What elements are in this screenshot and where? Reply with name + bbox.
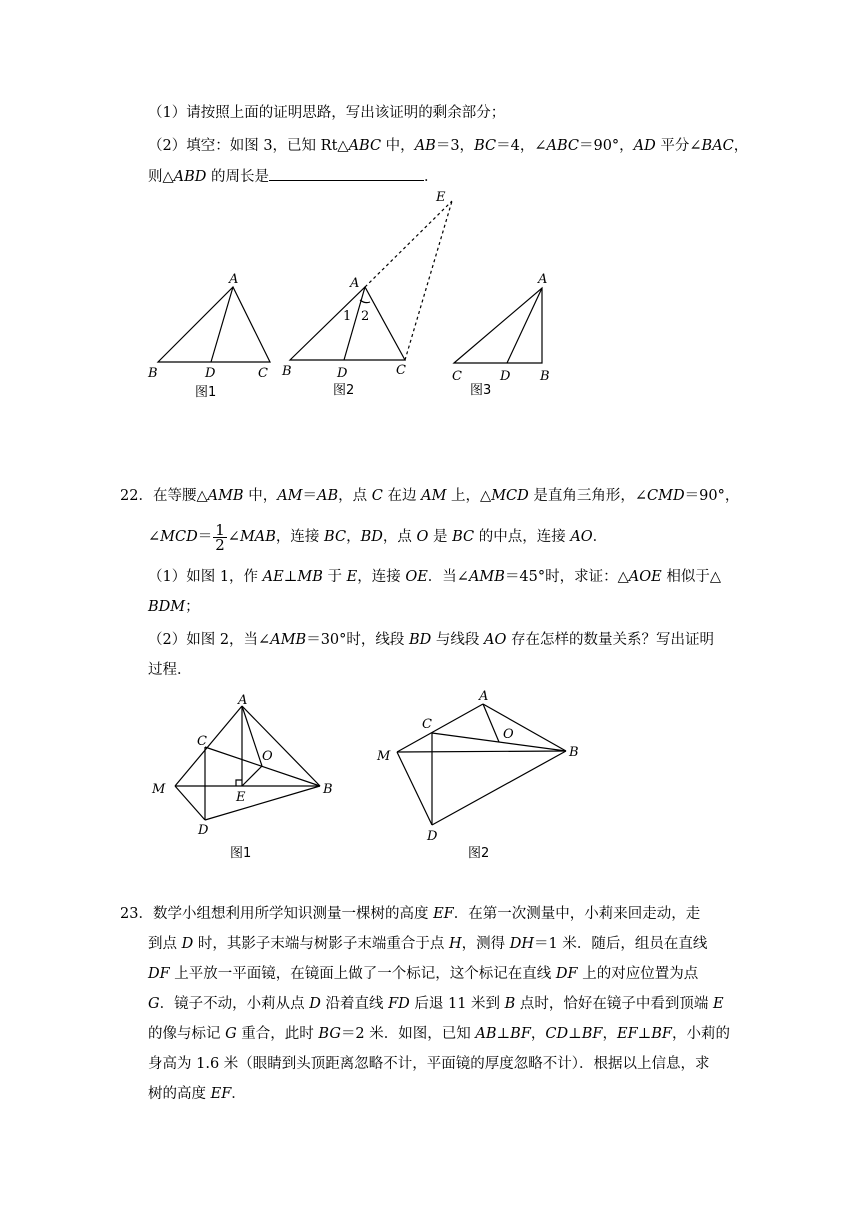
q22-line2: ∠MCD＝ $\frac{1}{2}$ ∠MAB，连接 BC，BD，点 O 是 BC 的中点，连接 AO． <box>148 520 608 554</box>
q21-fig2 <box>290 201 452 360</box>
q22-fig1-label-m: M <box>152 782 166 797</box>
q23-line4: G．镜子不动，小莉从点 D 沿着直线 FD 后退 11 米到 B 点时，恰好在镜子中看到顶端 E <box>148 996 724 1012</box>
q22-fig2-label-c: C <box>422 717 432 732</box>
q22-figures <box>0 685 860 865</box>
q23-line3: DF 上平放一平面镜，在镜面上做了一个标记，这个标记在直线 DF 上的对应位置为点 <box>148 966 699 982</box>
q22-fig1-label-b: B <box>323 782 333 797</box>
q22-fig2-caption: 图2 <box>468 846 490 861</box>
answer-blank <box>269 166 424 181</box>
q22-fig1 <box>175 706 320 820</box>
fraction-one-half: $\frac{1}{2}$ <box>215 520 225 554</box>
q22-fig1-caption: 图1 <box>230 846 252 861</box>
q22-fig1-label-o: O <box>262 749 273 764</box>
q23-line2: 到点 D 时，其影子末端与树影子末端重合于点 H，测得 DH＝1 米．随后，组员在直线 <box>148 936 708 952</box>
q21-part2-line2: 则△ABD 的周长是 ． <box>148 166 439 187</box>
q22-part2-line1: （2）如图 2，当∠AMB＝30°时，线段 BD 与线段 AO 存在怎样的数量关系？写出证明 <box>148 632 714 648</box>
q21-fig3-label-b: B <box>540 369 550 384</box>
q21-fig3-label-c: C <box>452 369 462 384</box>
q21-fig3-caption: 图3 <box>470 383 492 398</box>
q21-fig1 <box>158 287 270 362</box>
q23-line5: 的像与标记 G 重合，此时 BG＝2 米．如图，已知 AB⊥BF，CD⊥BF，EF⊥BF，小莉的 <box>148 1026 730 1042</box>
q21-fig2-angle2: 2 <box>361 309 370 324</box>
q23-line7: 树的高度 EF． <box>148 1086 246 1102</box>
q22-fig2-label-a: A <box>479 689 489 704</box>
q22-fig2-label-o: O <box>503 727 514 742</box>
q21-fig1-label-c: C <box>258 366 268 381</box>
q21-fig2-label-e: E <box>436 190 446 205</box>
q21-fig3-label-d: D <box>500 369 511 384</box>
q21-fig2-label-b: B <box>282 364 292 379</box>
q22-fig2-label-b: B <box>569 745 579 760</box>
q22-fig1-label-c: C <box>197 734 207 749</box>
q21-part1: （1）请按照上面的证明思路，写出该证明的剩余部分； <box>148 105 506 121</box>
q21-fig2-label-d: D <box>337 366 348 381</box>
q21-figures <box>0 185 860 445</box>
q22-line1: 22．在等腰△AMB 中，AM＝AB，点 C 在边 AM 上，△MCD 是直角三角形，∠CMD＝90°， <box>120 488 740 504</box>
q22-part1-line1: （1）如图 1，作 AE⊥MB 于 E，连接 OE．当∠AMB＝45°时，求证：△AOE 相似于△ <box>148 569 722 585</box>
q21-fig2-label-c: C <box>396 363 406 378</box>
q21-fig1-caption: 图1 <box>195 385 217 400</box>
q22-fig2-label-d: D <box>427 829 438 844</box>
q22-fig1-label-e: E <box>236 790 246 805</box>
q21-fig3 <box>454 288 542 363</box>
q21-fig1-label-a: A <box>229 272 239 287</box>
q21-fig2-label-a: A <box>350 276 360 291</box>
q21-fig1-label-d: D <box>205 366 216 381</box>
q22-fig1-label-a: A <box>238 693 248 708</box>
q21-fig1-label-b: B <box>148 366 158 381</box>
q22-fig1-label-d: D <box>198 823 209 838</box>
q23-line1: 23．数学小组想利用所学知识测量一棵树的高度 EF．在第一次测量中，小莉来回走动，走 <box>120 906 701 922</box>
q22-part1-line2: BDM； <box>148 599 200 615</box>
q21-fig3-label-a: A <box>538 272 548 287</box>
q21-fig2-angle1: 1 <box>343 309 352 324</box>
q22-part2-line2: 过程． <box>148 662 192 678</box>
q21-fig2-caption: 图2 <box>333 383 355 398</box>
q21-part2-line1: （2）填空：如图 3，已知 Rt△ABC 中，AB＝3，BC＝4，∠ABC＝90°，AD 平分∠BAC， <box>148 138 749 154</box>
q23-line6: 身高为 1.6 米（眼睛到头顶距离忽略不计，平面镜的厚度忽略不计）．根据以上信息，求 <box>148 1056 710 1072</box>
q22-fig2-label-m: M <box>377 749 391 764</box>
